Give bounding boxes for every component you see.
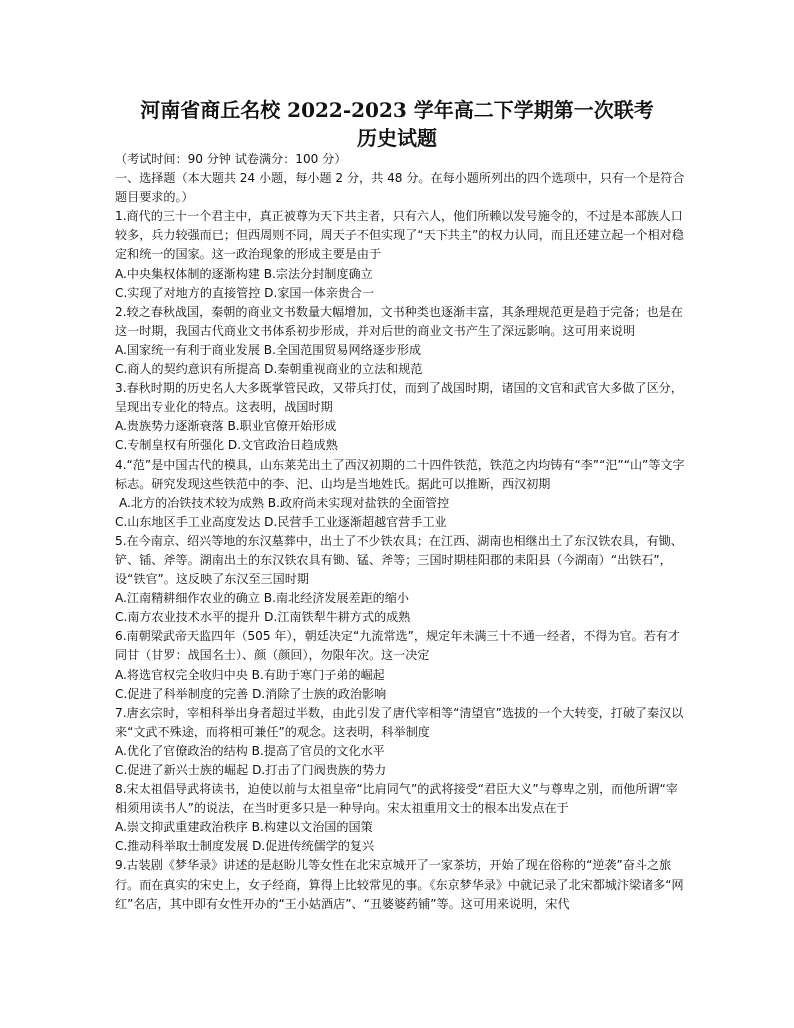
question-options-row: A.优化了官僚政治的结构 B.提高了官员的文化水平 — [115, 743, 385, 758]
question-5 — [115, 532, 685, 627]
question-stem: 5.在今南京、绍兴等地的东汉墓葬中，出土了不少铁农具；在江西、湖南也相继出土了东汉铁农具，有锄、铲、锸、斧等。湖南出土的东汉铁农具有锄、锰、斧等；三国时期桂阳郡的耒阳县（今湖南）“出铁石”，设“铁官”。这反映了东汉至三国时期 — [115, 533, 683, 587]
question-options-row: C.山东地区手工业高度发达 D.民营手工业逐渐超越官营手工业 — [115, 514, 447, 529]
question-options-row: C.专制皇权有所强化 D.文官政治日趋成熟 — [115, 438, 338, 453]
question-stem: 3.春秋时期的历史名人大多既掌管民政，又带兵打仗，而到了战国时期，诸国的文官和武官大多做了区分，呈现出专业化的特点。这表明，战国时期 — [115, 381, 683, 415]
question-9 — [115, 856, 685, 913]
question-3 — [115, 379, 685, 455]
question-options-row: A.贵族势力逐渐衰落 B.职业官僚开始形成 — [115, 419, 337, 434]
question-7 — [115, 704, 685, 780]
question-stem: 4.“范”是中国古代的模具，山东莱芜出土了西汉初期的二十四件铁范，铁范之内均铸有“李”“汜”“山”等文字标志。研究发现这些铁范中的李、汜、山均是当地姓氏。据此可以推断，西汉初期 — [115, 457, 685, 491]
title-block — [0, 96, 794, 152]
question-8 — [115, 780, 685, 856]
question-options-row: C.促进了新兴士族的崛起 D.打击了门阀贵族的势力 — [115, 763, 387, 777]
exam-content — [115, 150, 685, 914]
question-options-row: C.推动科举取士制度发展 D.促进传统儒学的复兴 — [115, 839, 375, 854]
question-2 — [115, 303, 685, 379]
question-6 — [115, 627, 685, 703]
exam-info: （考试时间：90 分钟 试卷满分：100 分） — [115, 152, 347, 166]
question-stem: 1.商代的三十一个君主中，真正被尊为天下共主者，只有六人，他们所赖以发号施令的，不过是本部族人口较多，兵力较强而已；但西周则不同，周天子不但实现了“天下共主”的权力认同，而且还建立起一个相对稳定和统一的国家。这一政治现象的形成主要是由于 — [115, 209, 684, 262]
section-header: 一、选择题（本大题共 24 小题，每小题 2 分，共 48 分。在每小题所列出的四个选项中，只有一个是符合题目要求的。） — [115, 171, 685, 205]
question-1 — [115, 207, 685, 302]
page-subtitle: 历史试题 — [357, 126, 437, 150]
question-stem: 2.较之春秋战国，秦朝的商业文书数量大幅增加，文书种类也逐渐丰富，其条理规范更是趋于完备；也是在这一时期，我国古代商业文书体系初步形成，并对后世的商业文书产生了深远影响。这可用来说明 — [115, 304, 683, 338]
question-stem: 8.宋太祖倡导武将读书，迫使以前与太祖皇帝“比肩同气”的武将接受“君臣大义”与尊卑之别，而他所谓“宰相须用读书人”的说法，在当时更多只是一种导向。宋太祖重用文士的根本出发点在于 — [115, 782, 678, 816]
question-options-row: A.将选官权完全收归中央 B.有助于寒门子弟的崛起 — [115, 667, 385, 682]
question-stem: 6.南朝梁武帝天监四年（505 年），朝廷决定“九流常选”，规定年未满三十不通一经者，不得为官。若有才同甘（甘罗：战国名士）、颜（颜回），勿限年次。这一决定 — [115, 629, 680, 663]
page-title: 河南省商丘名校 2022-2023 学年高二下学期第一次联考 — [140, 98, 654, 122]
question-options-row: A.江南精耕细作农业的确立 B.南北经济发展差距的缩小 — [115, 591, 409, 606]
question-options-row: A.国家统一有利于商业发展 B.全国范围贸易网络逐步形成 — [115, 342, 422, 357]
question-stem: 7.唐玄宗时，宰相科举出身者超过半数，由此引发了唐代宰相等“清望官”选拔的一个大转变，打破了秦汉以来“文武不殊途，而将相可兼任”的观念。这表明，科举制度 — [115, 705, 684, 739]
question-options-row: A.崇文抑武重建政治秩序 B.构建以文治国的国策 — [115, 820, 373, 835]
question-options-row: C.南方农业技术水平的提升 D.江南铁犁牛耕方式的成熟 — [115, 610, 411, 625]
question-options-row: A.北方的冶铁技术较为成熟 B.政府尚未实现对盐铁的全面管控 — [119, 495, 450, 510]
question-options-row: C.商人的契约意识有所提高 D.秦朝重视商业的立法和规范 — [115, 362, 423, 377]
question-4 — [115, 456, 685, 532]
question-options-row: C.促进了科举制度的完善 D.消除了士族的政治影响 — [115, 686, 387, 701]
question-options-row: A.中央集权体制的逐渐构建 B.宗法分封制度确立 — [115, 266, 373, 281]
question-options-row: C.实现了对地方的直接管控 D.家国一体亲贵合一 — [115, 285, 375, 300]
question-stem: 9.古装剧《梦华录》讲述的是赵盼儿等女性在北宋京城开了一家茶坊，开始了现在俗称的“逆袭”奋斗之旅行。而在真实的宋史上，女子经商，算得上比较常见的事。《东京梦华录》中就记录了北宋都城汴梁诸多“网红”名店，其中即有女性开办的“王小姑酒店”、“丑婆婆药铺”等。这可用来说明，宋代 — [115, 858, 684, 911]
